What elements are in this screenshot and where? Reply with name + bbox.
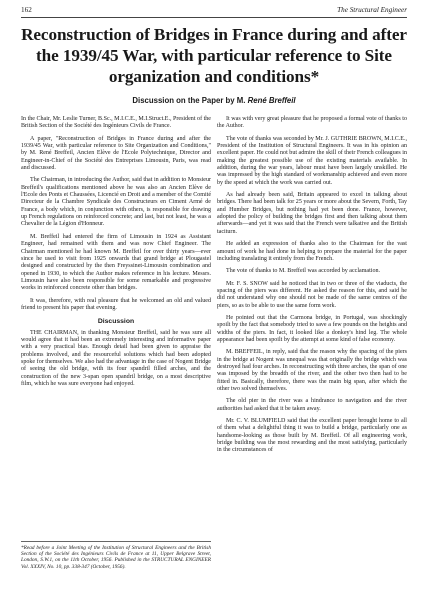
paragraph: It was with very great pleasure that he proposed a formal vote of thanks to the Author. <box>217 116 407 130</box>
paragraph: A paper, "Reconstruction of Bridges in France during and after the 1939/45 War, with particular reference to Site Organization and Conditions," by M. René Breffeil, Ancien Elève de l'Ecole Polytechnique, Director and Engineer-in-Chief of the Société des Entreprises Limousin, Paris, was read and discussed. <box>21 135 211 172</box>
paragraph: The vote of thanks was seconded by Mr. J. GUTHRIE BROWN, M.I.C.E., President of the Institution of Structural Engineers. It was in his opinion an excellent paper. He could not but admire the skill of their French colleagues in making the greatest possible use of the existing materials available. In addition, during the war years, labour must have been largely unskilled. He was impressed by the high standard of workmanship achieved and even more by the speed at which the work was carried out. <box>217 135 407 186</box>
page-number: 162 <box>21 6 32 14</box>
article-title: Reconstruction of Bridges in France during and after the 1939/45 War, with particular reference to Site organization and conditions* <box>21 25 407 86</box>
paragraph: It was, therefore, with real pleasure that he welcomed an old and valued friend to present his paper that evening. <box>21 297 211 311</box>
author-name: René Breffeil <box>247 96 296 105</box>
paragraph: As had already been said, Britain appeared to excel in talking about bridges. There had been talk for 25 years or more about the Severn, Forth, Tay and Humber Bridges, but nothing had yet been done. France, however, adopted the policy of building the bridges first and then talking about them afterwards—and yet it was said that the French were talkative and the British taciturn. <box>217 192 407 235</box>
left-column <box>21 116 211 393</box>
paragraph: M. Breffeil had entered the firm of Limousin in 1924 as Assistant Engineer, had remained with them and was now Chief Engineer. The Chairman mentioned he had known M. Breffeil for over thirty years—ever since he used to visit from 1925 onwards that grand bridge at Plougastel designed and constructed by the then Freyssinet-Limousin combination and opened in 1930, to which the Author makes reference in his lecture. Messrs. Limousin have also been responsible for some remarkable and progressive works in reinforced concrete other than bridges. <box>21 233 211 292</box>
paragraph: In the Chair, Mr. Leslie Turner, B.Sc., M.I.C.E., M.I.Struct.E., President of the British Section of the Société des Ingénieurs Civils de France. <box>21 116 211 130</box>
right-column <box>217 116 407 460</box>
paragraph: The old pier in the river was a hindrance to navigation and the river authorities had asked that it be taken away. <box>217 398 407 412</box>
paragraph: Mr. F. S. SNOW said he noticed that in two or three of the viaducts, the spacing of the piers was different. He asked the reason for this, and said he did not understand why one should not be made of the same centres of the piers, so as to be able to use the same form work. <box>217 280 407 309</box>
paragraph: He pointed out that the Carmona bridge, in Portugal, was shockingly spoilt by the fact that somebody tried to save a few pounds on the heights and widths of the piers. In fact, it looked like a donkey's hind leg. The whole appearance had been spoilt by the attempt at some kind of false economy. <box>217 314 407 343</box>
header-rule <box>21 17 407 18</box>
subtitle-prefix: Discussion on the Paper by M. <box>132 96 248 105</box>
paragraph: M. BREFFEIL, in reply, said that the reason why the spacing of the piers in the bridge at Nogent was unequal was that originally the bridge which was destroyed had four arches. In reconstructing with three arches, the span of one was imposed by the breadth of the river, and the other two then had to be fitted in. Basically, therefore, there was the main big span, after which the other two solved themselves. <box>217 349 407 392</box>
article-subtitle <box>21 96 407 105</box>
paragraph: Mr. C. V. BLUMFIELD said that the excellent paper brought home to all of them what a delightful thing it was to build a bridge, particularly one as handsome-looking as those built by M. Breffeil. Of all engineering work, bridge building was the most rewarding and the most satisfying, particularly in the circumstances of <box>217 418 407 454</box>
footnote: *Read before a Joint Meeting of the Institution of Structural Engineers and the British Section of the Société des Ingénieurs Civils de France at 11, Upper Belgrave Street, London, S.W.1, on the 11th October, 1956. Published in the STRUCTURAL ENGINEER Vol. XXXIV, No. 10, pp. 338-347 (October, 1956). <box>21 541 211 570</box>
paragraph: THE CHAIRMAN, in thanking Monsieur Breffeil, said he was sure all would agree that it had been an extremely interesting and informative paper with a very practical bias. Enough detail had been given to appraise the problems involved, and the resourceful solutions which had been adopted spoke for themselves. We also had the advantage in the case of Nogent Bridge of seeing the old bridge, with its four spandril filled arches, and the construction of the new 3-span open spandril bridge, on a most descriptive film, which he was sure everyone had enjoyed. <box>21 329 211 387</box>
paragraph: The Chairman, in introducing the Author, said that in addition to Monsieur Breffeil's qualifications mentioned above he was also an Ancien Elève de l'Ecole des Ponts et Chaussées, Licencié en Droit and a member of the Comité Directeur de la Chambre Syndicale des Constructeurs en Ciment Armé de France, a body which, in conjunction with others, is responsible for drawing up French regulations on reinforced concrete; and last, but not least, he was a Chevalier de la Légion d'Honneur. <box>21 177 211 228</box>
discussion-heading: Discussion <box>97 318 135 326</box>
paragraph: The vote of thanks to M. Breffeil was accorded by acclamation. <box>226 268 381 275</box>
journal-name: The Structural Engineer <box>337 6 407 14</box>
paragraph: He added an expression of thanks also to the Chairman for the vast amount of work he had done in helping to prepare the material for the paper including translating it entirely from the French. <box>217 241 407 262</box>
